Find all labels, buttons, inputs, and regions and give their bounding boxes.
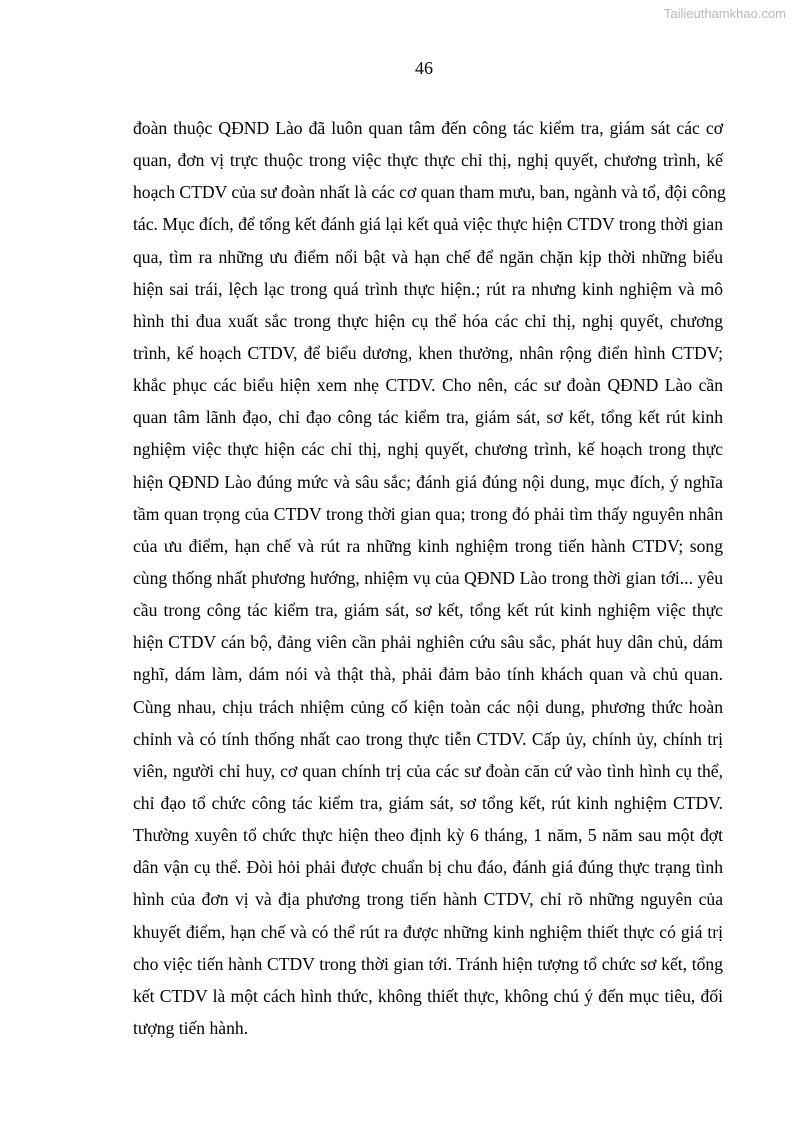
text-line: khuyết điểm, hạn chế và có thể rút ra được những kinh nghiệm thiết thực có giá trị xyxy=(133,921,723,942)
text-line: qua, tìm ra những ưu điểm nổi bật và hạn chế để ngăn chặn kịp thời những biểu xyxy=(133,246,723,267)
text-line: trình, kế hoạch CTDV, để biểu dương, khen thưởng, nhân rộng điển hình CTDV; xyxy=(133,342,723,363)
text-line: hiện sai trái, lệch lạc trong quá trình thực hiện.; rút ra nhưng kinh nghiệm và mô xyxy=(133,278,723,299)
text-line: Cùng nhau, chịu trách nhiệm củng cố kiện toàn các nội dung, phương thức hoàn xyxy=(133,696,723,717)
body-text xyxy=(133,116,726,1048)
text-line: quan, đơn vị trực thuộc trong việc thực thực chỉ thị, nghị quyết, chương trình, kế xyxy=(133,150,723,171)
text-line: tầm quan trọng của CTDV trong thời gian qua; trong đó phải tìm thấy nguyên nhân xyxy=(133,503,723,524)
text-line: cho việc tiến hành CTDV trong thời gian tới. Tránh hiện tượng tổ chức sơ kết, tổng xyxy=(133,953,723,974)
text-line: quan tâm lãnh đạo, chỉ đạo công tác kiểm tra, giám sát, sơ kết, tổng kết rút kinh xyxy=(133,407,723,428)
text-line: dân vận cụ thể. Đòi hỏi phải được chuẩn bị chu đáo, đánh giá đúng thực trạng tình xyxy=(133,857,723,878)
text-line: hình thi đua xuất sắc trong thực hiện cụ thể hóa các chỉ thị, nghị quyết, chương xyxy=(133,310,723,331)
text-line: đoàn thuộc QĐND Lào đã luôn quan tâm đến công tác kiểm tra, giám sát các cơ xyxy=(133,118,723,138)
text-line: cùng thống nhất phương hướng, nhiệm vụ của QĐND Lào trong thời gian tới... yêu xyxy=(133,567,723,588)
text-line: tác. Mục đích, để tổng kết đánh giá lại kết quả việc thực hiện CTDV trong thời gian xyxy=(133,214,723,235)
text-line: của ưu điểm, hạn chế và rút ra những kinh nghiệm trong tiến hành CTDV; song xyxy=(133,535,723,556)
watermark: Tailieuthamkhao.com xyxy=(663,6,786,21)
text-line: hoạch CTDV của sư đoàn nhất là các cơ quan tham mưu, ban, ngành và tổ, đội công xyxy=(133,182,726,203)
text-line: chỉnh và có tính thống nhất cao trong thực tiễn CTDV. Cấp ủy, chính ủy, chính trị xyxy=(133,728,723,749)
text-line: hiện QĐND Lào đúng mức và sâu sắc; đánh giá đúng nội dung, mục đích, ý nghĩa xyxy=(133,471,723,492)
text-line: nghĩ, dám làm, dám nói và thật thà, phải đảm bảo tính khách quan và chủ quan. xyxy=(133,664,723,685)
text-line: hiện CTDV cán bộ, đảng viên cần phải nghiên cứu sâu sắc, phát huy dân chủ, dám xyxy=(133,632,723,653)
page-number: 46 xyxy=(415,58,433,78)
text-line: viên, người chỉ huy, cơ quan chính trị của các sư đoàn căn cứ vào tình hình cụ thể, xyxy=(133,760,723,781)
text-line: chỉ đạo tổ chức công tác kiểm tra, giám sát, sơ tổng kết, rút kinh nghiệm CTDV. xyxy=(133,792,723,813)
text-line: tượng tiến hành. xyxy=(133,1017,249,1038)
text-line: nghiệm việc thực hiện các chỉ thị, nghị quyết, chương trình, kế hoạch trong thực xyxy=(133,439,723,460)
text-line: hình của đơn vị và địa phương trong tiến hành CTDV, chỉ rõ những nguyên của xyxy=(133,889,723,910)
text-line: cầu trong công tác kiểm tra, giám sát, sơ kết, tổng kết rút kinh nghiệm việc thực xyxy=(133,600,723,621)
text-line: khắc phục các biểu hiện xem nhẹ CTDV. Cho nên, các sư đoàn QĐND Lào cần xyxy=(133,375,723,396)
text-line: kết CTDV là một cách hình thức, không thiết thực, không chú ý đến mục tiêu, đối xyxy=(133,985,723,1006)
text-line: Thường xuyên tổ chức thực hiện theo định kỳ 6 tháng, 1 năm, 5 năm sau một đợt xyxy=(133,825,723,846)
